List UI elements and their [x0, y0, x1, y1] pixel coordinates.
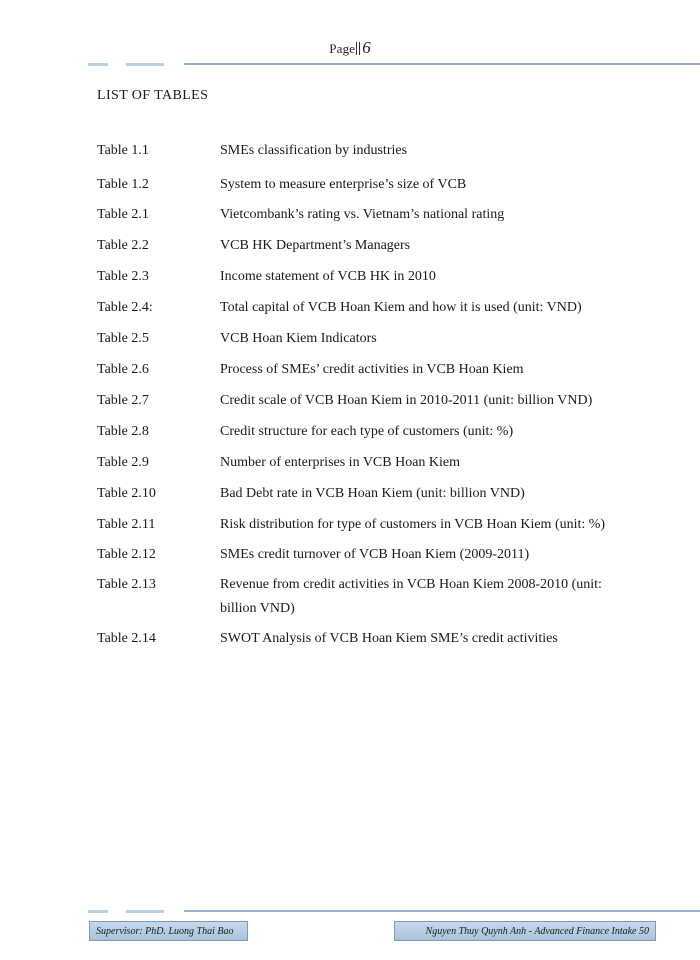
table-title: Income statement of VCB HK in 2010	[220, 269, 436, 284]
table-title: VCB Hoan Kiem Indicators	[220, 331, 377, 346]
page-separator	[356, 42, 360, 55]
table-number: Table 2.7	[97, 393, 149, 408]
table-title: System to measure enterprise’s size of VCB	[220, 177, 467, 192]
table-number: Table 2.3	[97, 269, 149, 284]
table-title: Risk distribution for type of customers in VCB Hoan Kiem (unit: %)	[220, 517, 606, 532]
table-number: Table 2.14	[97, 631, 156, 646]
list-title: LIST OF TABLES	[97, 88, 209, 103]
table-title: VCB HK Department’s Managers	[220, 238, 411, 253]
table-title: SMEs credit turnover of VCB Hoan Kiem (2009-2011)	[220, 547, 530, 562]
table-number: Table 2.13	[97, 577, 156, 592]
table-title: Number of enterprises in VCB Hoan Kiem	[220, 455, 461, 470]
table-number: Table 2.2	[97, 238, 149, 253]
page-header	[0, 38, 700, 58]
table-number: Table 2.1	[97, 207, 149, 222]
table-number: Table 2.9	[97, 455, 149, 470]
table-number: Table 1.2	[97, 177, 149, 192]
table-title: Revenue from credit activities in VCB Hoan Kiem 2008-2010 (unit: billion VND)	[220, 577, 602, 616]
table-title: Bad Debt rate in VCB Hoan Kiem (unit: billion VND)	[220, 486, 525, 501]
table-title: Vietcombank’s rating vs. Vietnam’s national rating	[220, 207, 505, 222]
header-rule	[88, 62, 700, 67]
table-title: Credit structure for each type of customers (unit: %)	[220, 424, 514, 439]
table-title: Process of SMEs’ credit activities in VCB Hoan Kiem	[220, 362, 524, 377]
page-number: 6	[362, 38, 371, 57]
table-number: Table 2.12	[97, 547, 156, 562]
footer-rule	[88, 909, 700, 914]
table-title: SMEs classification by industries	[220, 143, 408, 158]
table-number: Table 2.11	[97, 517, 156, 532]
table-number: Table 2.10	[97, 486, 156, 501]
table-number: Table 2.4:	[97, 300, 153, 315]
table-number: Table 2.8	[97, 424, 149, 439]
table-title: Credit scale of VCB Hoan Kiem in 2010-2011 (unit: billion VND)	[220, 393, 593, 408]
table-title: SWOT Analysis of VCB Hoan Kiem SME’s credit activities	[220, 631, 558, 646]
page-label: Page	[329, 41, 356, 56]
table-number: Table 2.5	[97, 331, 149, 346]
table-title: Total capital of VCB Hoan Kiem and how it is used (unit: VND)	[220, 300, 582, 315]
table-number: Table 2.6	[97, 362, 149, 377]
footer-supervisor: Supervisor: PhD. Luong Thai Bao	[89, 921, 248, 941]
footer-author: Nguyen Thuy Quynh Anh - Advanced Finance Intake 50	[394, 921, 656, 941]
table-number: Table 1.1	[97, 143, 149, 158]
